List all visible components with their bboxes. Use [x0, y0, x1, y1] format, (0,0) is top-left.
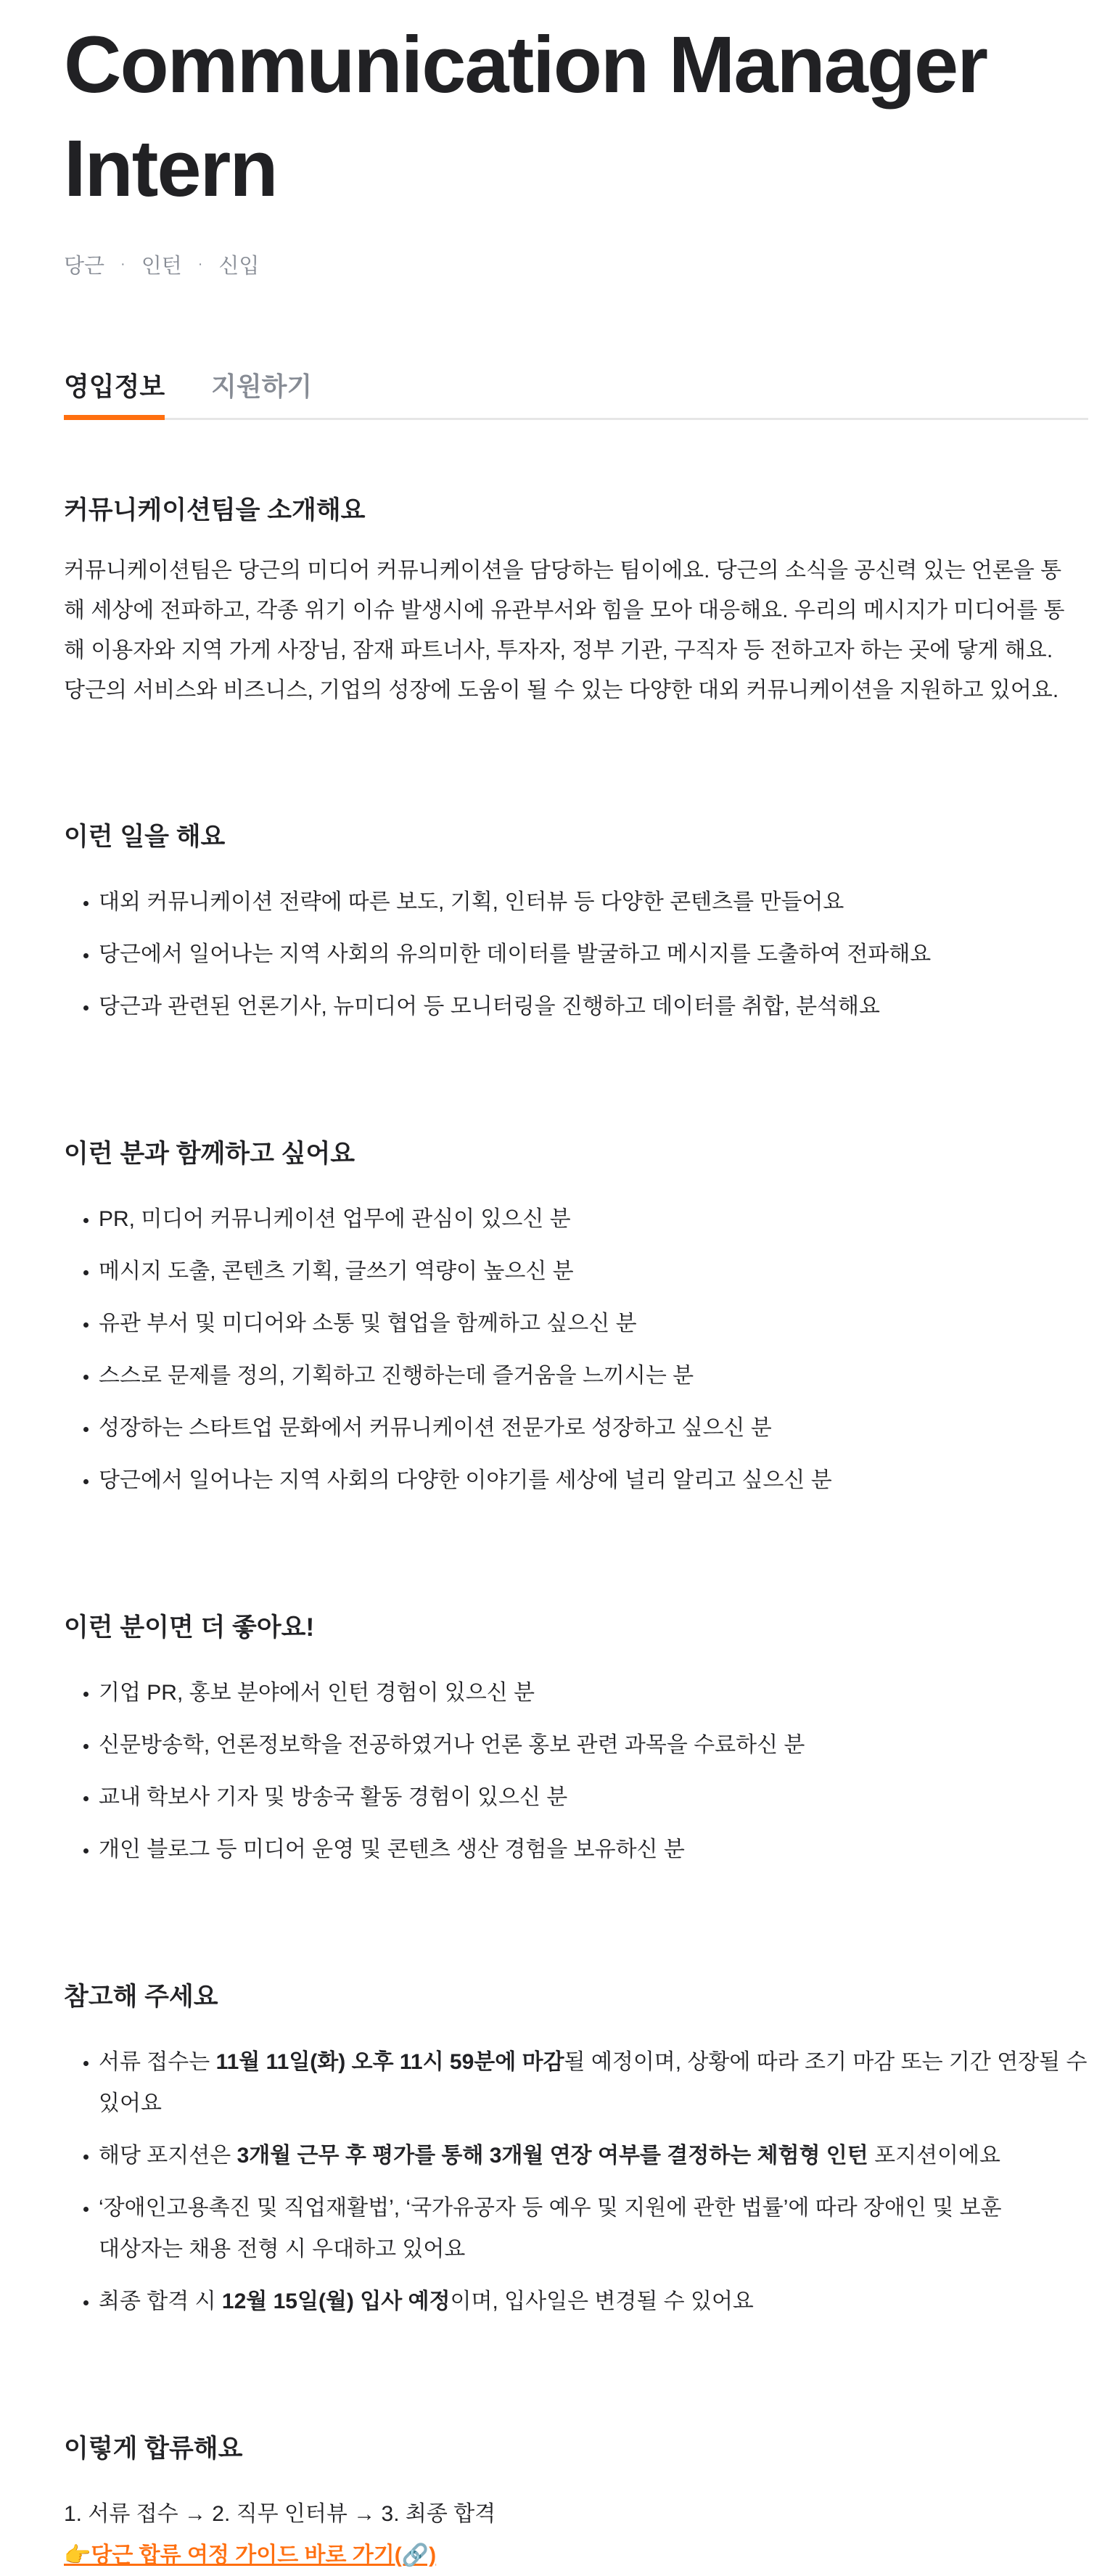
list-item: • 당근에서 일어나는 지역 사회의 다양한 이야기를 세상에 널리 알리고 싶으신 분: [99, 1460, 1094, 1501]
list-item: • 스스로 문제를 정의, 기획하고 진행하는데 즐거움을 느끼시는 분: [99, 1355, 1094, 1396]
guide-link[interactable]: 👉당근 합류 여정 가이드 바로 가기(🔗): [64, 2543, 437, 2567]
note-text: ‘장애인고용촉진 및 직업재활법’, ‘국가유공자 등 예우 및 지원에 관한 법률’에 따라 장애인 및 보훈대상자는 채용 전형 시 우대하고 있어요: [99, 2196, 1002, 2261]
section-heading: 이렇게 합류해요: [64, 2435, 243, 2463]
list-item: • 기업 PR, 홍보 분야에서 인턴 경험이 있으신 분: [99, 1672, 1094, 1713]
note-text: 포지션이에요: [868, 2144, 1000, 2168]
list-item: • 당근에서 일어나는 지역 사회의 유의미한 데이터를 발굴하고 메시지를 도출하여 전파해요: [99, 934, 1094, 975]
meta-company: 당근: [64, 255, 105, 278]
work-list: [64, 881, 1094, 1027]
list-item: • 유관 부서 및 미디어와 소통 및 협업을 함께하고 싶으신 분: [99, 1303, 1094, 1344]
note-emphasis: 12월 15일(월) 입사 예정: [221, 2289, 451, 2313]
job-posting: [0, 13, 1110, 2576]
list-item: • 대외 커뮤니케이션 전략에 따른 보도, 기획, 인터뷰 등 다양한 콘텐츠를 만들어요: [99, 881, 1094, 923]
tab-bar: [64, 366, 1088, 420]
section-want: [64, 1136, 1088, 1501]
section-heading: 커뮤니케이션팀을 소개해요: [64, 496, 366, 524]
note-text: 이며, 입사일은 변경될 수 있어요: [450, 2289, 754, 2313]
job-meta: [64, 250, 1088, 279]
section-heading: 이런 분이면 더 좋아요!: [64, 1613, 315, 1642]
page-title: Communication Manager Intern: [64, 20, 987, 213]
want-list: [64, 1198, 1094, 1501]
notes-list: [64, 2041, 1094, 2322]
section-heading: 참고해 주세요: [64, 1983, 218, 2011]
list-item: [99, 2041, 1094, 2124]
section-process: [64, 2431, 1088, 2576]
list-item: [99, 2187, 1013, 2270]
section-notes: [64, 1979, 1088, 2322]
plus-list: [64, 1672, 1094, 1870]
tab-apply[interactable]: 지원하기: [211, 371, 313, 401]
note-emphasis: 3개월 근무 후 평가를 통해 3개월 연장 여부를 결정하는 체험형 인턴: [237, 2144, 868, 2168]
list-item: [99, 2135, 1094, 2176]
note-text: 될 예정이며, 상황에 따라 조기 마감 또는 기간 연장될 수 있어요: [99, 2050, 1088, 2115]
section-plus: [64, 1610, 1088, 1870]
section-work: [64, 819, 1088, 1027]
section-heading: 이런 일을 해요: [64, 823, 226, 851]
list-item: • 메시지 도출, 콘텐츠 기획, 글쓰기 역량이 높으신 분: [99, 1251, 1094, 1292]
note-text: 해당 포지션은: [99, 2144, 237, 2168]
list-item: • 교내 학보사 기자 및 방송국 활동 경험이 있으신 분: [99, 1777, 1094, 1818]
note-text: 최종 합격 시: [99, 2289, 222, 2313]
section-heading: 이런 분과 함께하고 싶어요: [64, 1140, 355, 1168]
list-item: • 신문방송학, 언론정보학을 전공하였거나 언론 홍보 관련 과목을 수료하신 분: [99, 1724, 1094, 1766]
list-item: • PR, 미디어 커뮤니케이션 업무에 관심이 있으신 분: [99, 1198, 1094, 1240]
list-item: [99, 2281, 1094, 2322]
process-steps: 1. 서류 접수 → 2. 직무 인터뷰 → 3. 최종 합격: [64, 2502, 496, 2526]
meta-separator: ·: [197, 256, 203, 272]
meta-separator: ·: [120, 256, 126, 272]
meta-level: 신입: [218, 255, 260, 278]
list-item: • 개인 블로그 등 미디어 운영 및 콘텐츠 생산 경험을 보유하신 분: [99, 1829, 1094, 1870]
meta-type: 인턴: [141, 255, 182, 278]
list-item: • 성장하는 스타트업 문화에서 커뮤니케이션 전문가로 성장하고 싶으신 분: [99, 1407, 1094, 1449]
note-text: 서류 접수는: [99, 2050, 216, 2074]
list-item: • 당근과 관련된 언론기사, 뉴미디어 등 모니터링을 진행하고 데이터를 취합, 분석해요: [99, 986, 1094, 1027]
section-intro: [64, 493, 1088, 710]
intro-text: 커뮤니케이션팀은 당근의 미디어 커뮤니케이션을 담당하는 팀이에요. 당근의 소식을 공신력 있는 언론을 통해 세상에 전파하고, 각종 위기 이슈 발생시에 유관부서와 힘을 모아 대응해요. 우리의 메시지가 미디어를 통해 이용자와 지역 가게 사장님, 잠재 파트너사, 투자자, 정부 기관, 구직자 등 전하고자 하는 곳에 닿게 해요. 당근의 서비스와 비즈니스, 기업의 성장에 도움이 될 수 있는 다양한 대외 커뮤니케이션을 지원하고 있어요.: [64, 559, 1065, 702]
note-emphasis: 11월 11일(화) 오후 11시 59분에 마감: [215, 2050, 564, 2074]
tab-job-info[interactable]: 영입정보: [64, 366, 165, 420]
